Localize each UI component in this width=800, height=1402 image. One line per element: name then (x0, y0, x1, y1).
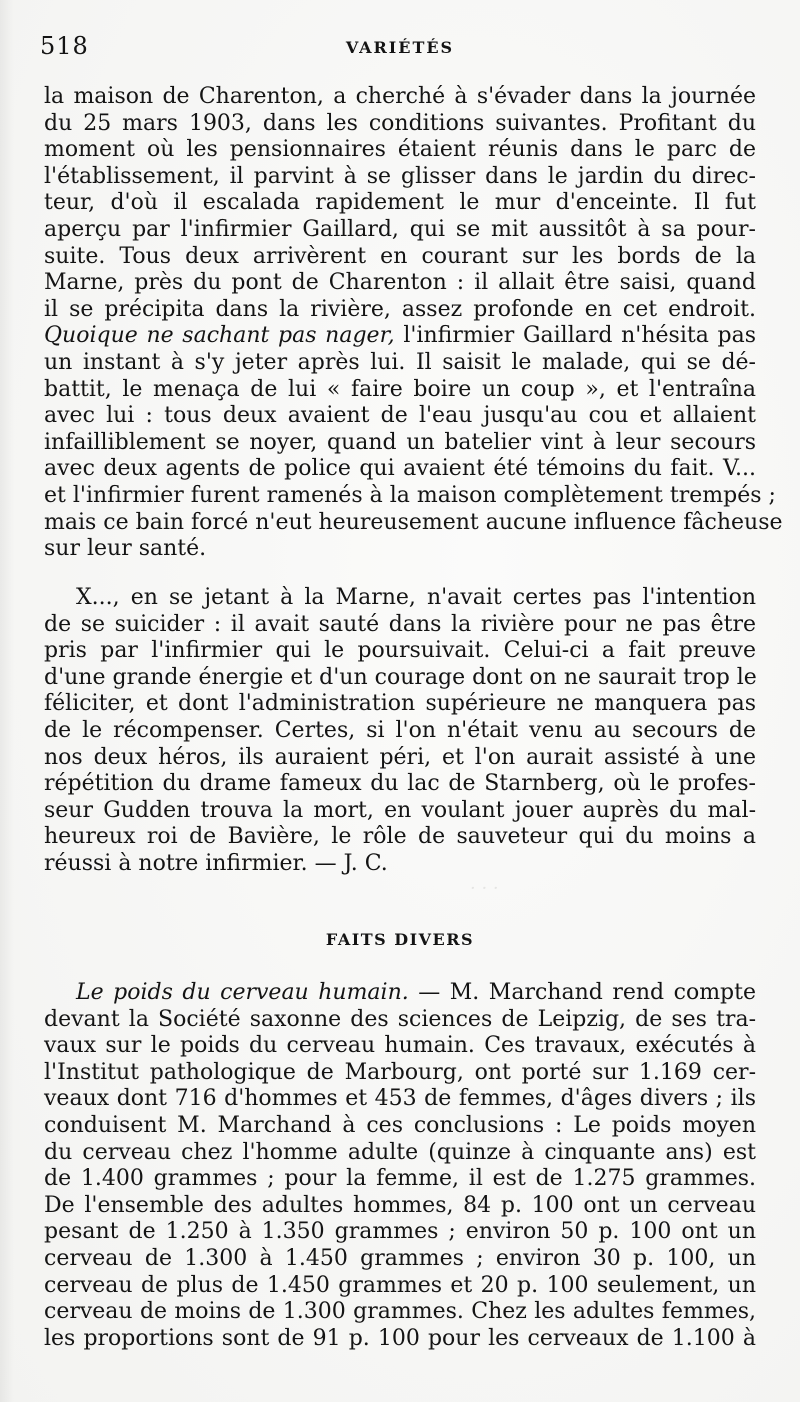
section-heading: FAITS DIVERS (325, 930, 475, 949)
text-line: mais ce bain forcé n'eut heureusement aucune influence fâcheuse (44, 509, 783, 535)
text-line: Marne, près du pont de Charenton : il allait être saisi, quand (44, 270, 756, 296)
text-line: répétition du drame fameux du lac de Starnberg, où le profes- (44, 771, 756, 797)
text-line: pris par l'infirmier qui le poursuivait. Celui-ci a fait preuve (44, 638, 756, 664)
text-line: et l'infirmier furent ramenés à la maison complètement trempés ; (44, 482, 776, 508)
text-line: un instant à s'y jeter après lui. Il saisit le malade, qui se dé- (44, 349, 756, 375)
show-through-text: · · · (470, 878, 499, 899)
text-line: réussi à notre infirmier. — J. C. (44, 850, 388, 876)
paragraph-escape-account (44, 84, 783, 563)
text-line: d'une grande énergie et d'un courage dont on ne saurait trop le (44, 664, 757, 690)
text-line: de 1.400 grammes ; pour la femme, il est de 1.275 grammes. (44, 1166, 756, 1192)
text-line: teur, d'où il escalada rapidement le mur d'enceinte. Il fut (44, 190, 756, 216)
text-line: veaux dont 716 d'hommes et 453 de femmes, d'âges divers ; ils (44, 1086, 756, 1112)
line-rest: — M. Marchand rend compte (408, 980, 756, 1005)
text-line: cerveau de plus de 1.450 grammes et 20 p. 100 seulement, un (44, 1272, 756, 1298)
line-rest: l'infirmier Gaillard n'hésita pas (394, 323, 756, 349)
text-line: avec lui : tous deux avaient de l'eau jusqu'au cou et allaient (44, 403, 756, 429)
text-line: aperçu par l'infirmier Gaillard, qui se mit aussitôt à sa pour- (44, 216, 756, 242)
paragraph-brain-weight (44, 980, 756, 1352)
text-line: conduisent M. Marchand à ces conclusions : Le poids moyen (44, 1112, 756, 1138)
running-title: VARIÉTÉS (345, 38, 455, 57)
text-line: du 25 mars 1903, dans les conditions suivantes. Profitant du (44, 110, 756, 136)
text-line: l'établissement, il parvint à se glisser dans le jardin du direc- (44, 163, 756, 189)
text-line: de se suicider : il avait sauté dans la rivière pour ne pas être (44, 611, 756, 637)
text-line: la maison de Charenton, a cherché à s'évader dans la journée (44, 84, 756, 109)
text-line: vaux sur le poids du cerveau humain. Ces travaux, exécutés à (44, 1033, 756, 1059)
text-line: suite. Tous deux arrivèrent en courant sur les bords de la (44, 243, 756, 269)
text-line: nos deux héros, ils auraient péri, et l'on aurait assisté à une (44, 744, 756, 770)
text-line: battit, le menaça de lui « faire boire un coup », et l'entraîna (44, 376, 756, 402)
text-line: devant la Société saxonne des sciences de Leipzig, de ses tra- (44, 1006, 756, 1032)
text-line: heureux roi de Bavière, le rôle de sauveteur qui du moins a (44, 824, 756, 850)
text-line: pesant de 1.250 à 1.350 grammes ; environ 50 p. 100 ont un (44, 1219, 756, 1245)
text-line: du cerveau chez l'homme adulte (quinze à cinquante ans) est (44, 1139, 756, 1165)
text-line: féliciter, et dont l'administration supérieure ne manquera pas (44, 691, 756, 717)
text-line: sur leur santé. (44, 536, 207, 562)
text-line: seur Gudden trouva la mort, en voulant jouer auprès du mal- (44, 797, 756, 823)
text-line: avec deux agents de police qui avaient été témoins du fait. V... (44, 456, 756, 482)
text-line: De l'ensemble des adultes hommes, 84 p. 100 ont un cerveau (44, 1192, 756, 1218)
text-line: X..., en se jetant à la Marne, n'avait certes pas l'intention (76, 585, 756, 610)
page-number: 518 (40, 32, 89, 60)
text-line: les proportions sont de 91 p. 100 pour les cerveaux de 1.100 à (44, 1325, 756, 1351)
text-line: infailliblement se noyer, quand un batelier vint à leur secours (44, 429, 756, 455)
text-line: cerveau de moins de 1.300 grammes. Chez les adultes femmes, (44, 1299, 756, 1325)
paragraph-commentary (44, 585, 756, 878)
text-line: il se précipita dans la rivière, assez profonde en cet endroit. (44, 296, 756, 322)
text-line: cerveau de 1.300 à 1.450 grammes ; environ 30 p. 100, un (44, 1245, 756, 1271)
article-title: Le poids du cerveau humain. (76, 980, 409, 1005)
text-line-with-italic (44, 980, 756, 1007)
text-line-with-italic (44, 323, 756, 350)
text-line: de le récompenser. Certes, si l'on n'était venu au secours de (44, 717, 756, 743)
text-line: moment où les pensionnaires étaient réunis dans le parc de (44, 137, 756, 163)
text-line: l'Institut pathologique de Marbourg, ont porté sur 1.169 cer- (44, 1059, 756, 1085)
italic-phrase: Quoique ne sachant pas nager, (44, 323, 395, 349)
